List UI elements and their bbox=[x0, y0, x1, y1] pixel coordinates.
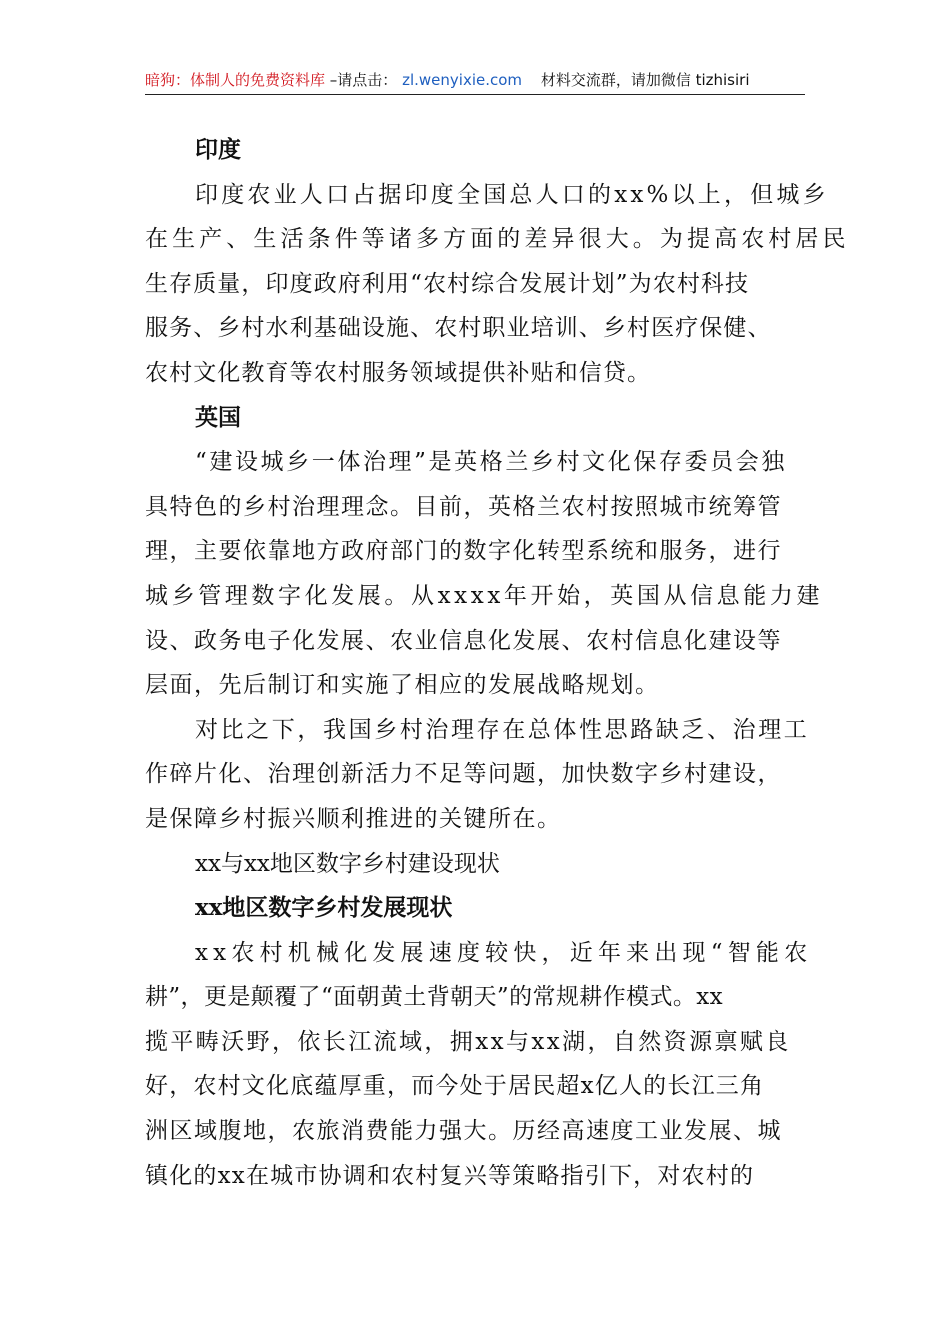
paragraph-line: 镇化的xx在城市协调和农村复兴等策略指引下，对农村的 bbox=[145, 1162, 755, 1189]
paragraph-line: 农村文化教育等农村服务领域提供补贴和信贷。 bbox=[145, 359, 652, 386]
paragraph-line: 好，农村文化底蕴厚重，而今处于居民超x亿人的长江三角 bbox=[145, 1073, 765, 1100]
paragraph-line: 设、政务电子化发展、农业信息化发展、农村信息化建设等 bbox=[145, 627, 782, 654]
site-link[interactable]: zl.wenyixie.com bbox=[402, 71, 523, 89]
paragraph-line: 揽平畴沃野，依长江流域，拥xx与xx湖，自然资源禀赋良 bbox=[145, 1028, 791, 1055]
paragraph-line: 具特色的乡村治理理念。目前，英格兰农村按照城市统筹管 bbox=[145, 493, 782, 520]
paragraph-line: 生存质量，印度政府利用“农村综合发展计划”为农村科技 bbox=[145, 270, 750, 297]
paragraph-line: 耕”，更是颠覆了“面朝黄土背朝天”的常规耕作模式。xx bbox=[145, 984, 724, 1011]
heading-uk: 英国 bbox=[195, 403, 241, 431]
heading-digital-development: xx地区数字乡村发展现状 bbox=[195, 894, 453, 922]
site-name: 暗狗：体制人的免费资料库 bbox=[145, 71, 326, 89]
paragraph-line: 理，主要依靠地方政府部门的数字化转型系统和服务，进行 bbox=[145, 538, 782, 565]
paragraph-line: xx农村机械化发展速度较快，近年来出现“智能农 bbox=[195, 939, 813, 966]
paragraph-line: 对比之下，我国乡村治理存在总体性思路缺乏、治理工 bbox=[195, 716, 810, 743]
paragraph-line: 服务、乡村水利基础设施、农村职业培训、乡村医疗保健、 bbox=[145, 315, 772, 342]
click-prompt: –请点击： bbox=[329, 71, 398, 89]
wechat-note: 材料交流群，请加微信 tizhisiri bbox=[540, 71, 750, 89]
page-header bbox=[145, 70, 805, 95]
paragraph-line: 印度农业人口占据印度全国总人口的xx%以上，但城乡 bbox=[195, 181, 829, 208]
paragraph-line: 在生产、生活条件等诸多方面的差异很大。为提高农村居民 bbox=[145, 226, 850, 253]
paragraph-line: 是保障乡村振兴顺利推进的关键所在。 bbox=[145, 805, 562, 832]
paragraph-line: “建设城乡一体治理”是英格兰乡村文化保存委员会独 bbox=[195, 449, 787, 476]
paragraph-line: 层面，先后制订和实施了相应的发展战略规划。 bbox=[145, 672, 660, 699]
paragraph-line: 作碎片化、治理创新活力不足等问题，加快数字乡村建设， bbox=[145, 761, 782, 788]
heading-india: 印度 bbox=[195, 136, 241, 163]
document-body bbox=[145, 128, 850, 1198]
paragraph-line: 城乡管理数字化发展。从xxxx年开始，英国从信息能力建 bbox=[145, 582, 824, 609]
paragraph-line: 洲区域腹地，农旅消费能力强大。历经高速度工业发展、城 bbox=[145, 1118, 782, 1145]
heading-digital-status: xx与xx地区数字乡村建设现状 bbox=[195, 850, 500, 877]
